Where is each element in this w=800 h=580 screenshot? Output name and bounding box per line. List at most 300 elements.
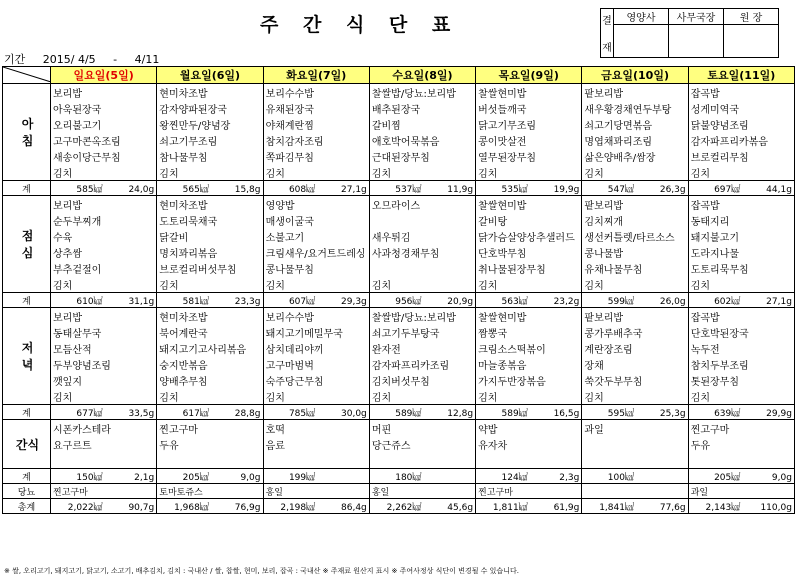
period-start: 2015/ 4/5 <box>42 53 96 66</box>
menu-item: 팥보리밥 <box>582 196 688 213</box>
subtotal-cell <box>263 469 369 484</box>
menu-item: 찰쌀현미밥 <box>476 196 582 213</box>
page-title: 주 간 식 단 표 <box>260 14 460 36</box>
approval-side-label: 결 재 <box>601 9 614 58</box>
diabetes-item <box>582 484 688 499</box>
subtotal-cell <box>582 405 688 420</box>
menu-item: 도토리묵채국 <box>157 212 263 228</box>
menu-item: 김치 <box>369 388 475 405</box>
subtotal-label: 계 <box>3 293 51 308</box>
approval-header: 사무국장 <box>669 9 724 25</box>
diabetes-item: 찐고구마 <box>51 484 157 499</box>
menu-item: 찐고구마 <box>157 420 263 437</box>
menu-item: 참치감자조림 <box>263 132 369 148</box>
subtotal-protein: 11,9g <box>447 184 474 195</box>
subtotal-protein: 23,3g <box>234 296 261 307</box>
subtotal-cell <box>476 469 582 484</box>
subtotal-cell <box>476 181 582 196</box>
menu-item: 잡곡밥 <box>688 84 794 101</box>
subtotal-protein: 23,2g <box>553 296 580 307</box>
subtotal-protein: 30,0g <box>341 408 367 419</box>
menu-row <box>3 420 795 437</box>
grand-total-kcal: 2,143㎉ <box>705 502 741 513</box>
subtotal-kcal: 205㎉ <box>714 472 741 483</box>
subtotal-protein: 31,1g <box>128 296 155 307</box>
subtotal-kcal: 565㎉ <box>182 184 209 195</box>
subtotal-kcal: 199㎉ <box>288 472 316 483</box>
menu-item: 부추겉절이 <box>51 260 157 276</box>
menu-item: 오리불고기 <box>51 116 157 132</box>
menu-item: 새우황경채연두부탕 <box>582 100 688 116</box>
corner-cell <box>3 67 51 84</box>
menu-row <box>3 260 795 276</box>
menu-item: 갈비탕 <box>476 212 582 228</box>
menu-row <box>3 116 795 132</box>
menu-item: 단호박된장국 <box>688 324 794 340</box>
menu-item: 김치 <box>476 164 582 181</box>
menu-item: 생선커틀렛/타르소스 <box>582 228 688 244</box>
menu-item: 현미차조밥 <box>157 84 263 101</box>
subtotal-cell <box>476 405 582 420</box>
menu-item: 찰쌀현미밥 <box>476 308 582 325</box>
day-header: 토요일(11일) <box>688 67 794 84</box>
menu-item: 현미차조밥 <box>157 196 263 213</box>
menu-item: 김치찌개 <box>582 212 688 228</box>
subtotal-cell <box>476 293 582 308</box>
menu-item: 약밥 <box>476 420 582 437</box>
menu-item: 왕찐만두/양념장 <box>157 116 263 132</box>
menu-item: 근대된장무침 <box>369 148 475 164</box>
subtotal-kcal: 563㎉ <box>501 296 528 307</box>
menu-item: 도라지나물 <box>688 244 794 260</box>
diabetes-item: 토마토쥬스 <box>157 484 263 499</box>
grand-total-protein: 76,9g <box>234 502 261 513</box>
day-header: 일요일(5일) <box>51 67 157 84</box>
subtotal-protein: 19,9g <box>553 184 580 195</box>
menu-item <box>157 452 263 469</box>
approval-signature[interactable] <box>614 25 669 58</box>
menu-item: 시폰카스테라 <box>51 420 157 437</box>
menu-item <box>263 452 369 469</box>
menu-row <box>3 228 795 244</box>
menu-item: 쪽파김무침 <box>263 148 369 164</box>
menu-item: 숭지반볶음 <box>157 356 263 372</box>
approval-signature[interactable] <box>724 25 779 58</box>
menu-item: 수육 <box>51 228 157 244</box>
grand-total-cell <box>476 499 582 514</box>
meal-label: 점 심 <box>3 196 51 293</box>
menu-row <box>3 100 795 116</box>
menu-item: 김치버섯무침 <box>369 372 475 388</box>
menu-item: 김치 <box>688 388 794 405</box>
menu-item: 북어계란국 <box>157 324 263 340</box>
menu-item: 닭갈비 <box>157 228 263 244</box>
menu-item: 짬뽕국 <box>476 324 582 340</box>
subtotal-kcal: 697㎉ <box>714 184 741 195</box>
menu-item: 단호박무침 <box>476 244 582 260</box>
menu-item <box>688 452 794 469</box>
menu-item: 찰쌀밥/당뇨:보리밥 <box>369 84 475 101</box>
grand-total-cell <box>263 499 369 514</box>
subtotal-cell <box>369 405 475 420</box>
menu-item: 찰쌀밥/당뇨:보리밥 <box>369 308 475 325</box>
subtotal-protein: 9,0g <box>240 472 261 483</box>
menu-item: 숙주당근무침 <box>263 372 369 388</box>
subtotal-protein: 29,9g <box>766 408 792 419</box>
menu-item: 당근쥬스 <box>369 436 475 452</box>
menu-item: 찐고구마 <box>688 420 794 437</box>
menu-item: 감자파프리카볶음 <box>688 132 794 148</box>
menu-item: 보리수수밥 <box>263 308 369 325</box>
menu-item: 과일 <box>582 420 688 437</box>
diagonal-line <box>3 67 51 82</box>
menu-item: 명엽채꽈리조림 <box>582 132 688 148</box>
menu-item: 보리수수밥 <box>263 84 369 101</box>
grand-total-cell <box>582 499 688 514</box>
menu-item: 쇠고기무조림 <box>157 132 263 148</box>
menu-item: 돼지고기메밀무국 <box>263 324 369 340</box>
subtotal-kcal: 589㎉ <box>501 408 528 419</box>
menu-row <box>3 196 795 213</box>
grand-total-cell <box>369 499 475 514</box>
menu-item: 감자양파된장국 <box>157 100 263 116</box>
menu-item: 크림소스떡볶이 <box>476 340 582 356</box>
subtotal-row <box>3 469 795 484</box>
subtotal-kcal: 581㎉ <box>182 296 209 307</box>
grand-total-label: 총계 <box>3 499 51 514</box>
period <box>4 51 173 67</box>
menu-row <box>3 324 795 340</box>
grand-total-protein: 110,0g <box>760 502 792 513</box>
menu-item: 쇠고기두부탕국 <box>369 324 475 340</box>
subtotal-protein: 44,1g <box>766 184 792 195</box>
subtotal-kcal: 617㎉ <box>182 408 209 419</box>
menu-item: 김치 <box>369 164 475 181</box>
subtotal-cell <box>688 293 794 308</box>
menu-item: 버섯들깨국 <box>476 100 582 116</box>
menu-item: 소불고기 <box>263 228 369 244</box>
day-header: 목요일(9일) <box>476 67 582 84</box>
subtotal-kcal: 677㎉ <box>76 408 103 419</box>
approval-header: 영양사 <box>614 9 669 25</box>
subtotal-kcal: 785㎉ <box>288 408 316 419</box>
subtotal-cell <box>369 181 475 196</box>
subtotal-cell <box>51 469 157 484</box>
menu-item <box>582 436 688 452</box>
menu-row <box>3 148 795 164</box>
subtotal-kcal: 607㎉ <box>288 296 316 307</box>
grand-total-row <box>3 499 795 514</box>
subtotal-kcal: 124㎉ <box>501 472 528 483</box>
subtotal-cell <box>688 469 794 484</box>
menu-item: 양배추무침 <box>157 372 263 388</box>
subtotal-protein: 26,0g <box>659 296 686 307</box>
subtotal-label: 계 <box>3 469 51 484</box>
subtotal-kcal: 589㎉ <box>395 408 422 419</box>
menu-item: 새송이당근무침 <box>51 148 157 164</box>
menu-item: 김치 <box>476 388 582 405</box>
grand-total-cell <box>51 499 157 514</box>
menu-item: 취나물된장무침 <box>476 260 582 276</box>
menu-item: 참치두부조림 <box>688 356 794 372</box>
menu-item: 오므라이스 <box>369 196 475 213</box>
menu-row <box>3 244 795 260</box>
subtotal-cell <box>582 181 688 196</box>
menu-item: 애호박어묵볶음 <box>369 132 475 148</box>
menu-item: 닭고기무조림 <box>476 116 582 132</box>
grand-total-protein: 61,9g <box>553 502 580 513</box>
menu-item: 김치 <box>51 388 157 405</box>
menu-item: 찰쌀현미밥 <box>476 84 582 101</box>
subtotal-protein: 20,9g <box>447 296 474 307</box>
menu-item: 현미차조밥 <box>157 308 263 325</box>
meal-label: 저 녁 <box>3 308 51 405</box>
subtotal-row <box>3 181 795 196</box>
period-sep: - <box>113 53 118 66</box>
menu-item: 콩나물무침 <box>263 260 369 276</box>
menu-item: 두유 <box>688 436 794 452</box>
subtotal-protein: 29,3g <box>341 296 367 307</box>
menu-item: 유자차 <box>476 436 582 452</box>
subtotal-kcal: 599㎉ <box>607 296 634 307</box>
meal-label: 아 침 <box>3 84 51 181</box>
grand-total-kcal: 2,198㎉ <box>280 502 316 513</box>
menu-item <box>369 452 475 469</box>
menu-row <box>3 388 795 405</box>
subtotal-protein: 27,1g <box>766 296 792 307</box>
subtotal-protein: 24,0g <box>128 184 155 195</box>
menu-item: 영양밥 <box>263 196 369 213</box>
menu-item: 삶은양배추/쌈장 <box>582 148 688 164</box>
menu-item: 김치 <box>157 276 263 293</box>
subtotal-kcal: 535㎉ <box>501 184 528 195</box>
menu-item: 김치 <box>263 164 369 181</box>
subtotal-protein: 12,8g <box>447 408 474 419</box>
period-label: 기간 <box>4 53 26 66</box>
subtotal-protein: 33,5g <box>128 408 155 419</box>
day-header: 월요일(6일) <box>157 67 263 84</box>
menu-item: 보리밥 <box>51 84 157 101</box>
subtotal-cell <box>157 181 263 196</box>
subtotal-protein: 28,8g <box>234 408 261 419</box>
subtotal-protein: 25,3g <box>659 408 686 419</box>
subtotal-protein: 16,5g <box>553 408 580 419</box>
grand-total-kcal: 2,022㎉ <box>67 502 103 513</box>
menu-item: 잡곡밥 <box>688 196 794 213</box>
menu-row <box>3 212 795 228</box>
menu-item: 가지두반장볶음 <box>476 372 582 388</box>
grand-total-protein: 90,7g <box>128 502 155 513</box>
subtotal-protein: 2,1g <box>134 472 155 483</box>
menu-item: 브로컬리무침 <box>688 148 794 164</box>
subtotal-kcal: 608㎉ <box>288 184 316 195</box>
menu-item: 김치 <box>157 164 263 181</box>
menu-item: 쑥갓두부무침 <box>582 372 688 388</box>
approval-signature[interactable] <box>669 25 724 58</box>
menu-item: 김치 <box>582 388 688 405</box>
menu-item: 음료 <box>263 436 369 452</box>
subtotal-cell <box>688 405 794 420</box>
grand-total-cell <box>157 499 263 514</box>
menu-item: 동태살무국 <box>51 324 157 340</box>
day-header: 금요일(10일) <box>582 67 688 84</box>
menu-item: 김치 <box>582 164 688 181</box>
menu-row <box>3 132 795 148</box>
subtotal-cell <box>369 293 475 308</box>
menu-row <box>3 436 795 452</box>
menu-item <box>369 212 475 228</box>
grand-total-cell <box>688 499 794 514</box>
period-end: 4/11 <box>134 53 160 66</box>
subtotal-kcal: 595㎉ <box>607 408 634 419</box>
menu-item <box>51 452 157 469</box>
diabetes-item: 홍일 <box>263 484 369 499</box>
subtotal-cell <box>51 181 157 196</box>
menu-item: 삼치데리야끼 <box>263 340 369 356</box>
subtotal-cell <box>51 405 157 420</box>
menu-item: 돼지고기고사리볶음 <box>157 340 263 356</box>
day-header: 수요일(8일) <box>369 67 475 84</box>
menu-item: 아욱된장국 <box>51 100 157 116</box>
subtotal-protein: 9,0g <box>771 472 792 483</box>
menu-item: 브로컬리버섯무침 <box>157 260 263 276</box>
menu-item: 콩가루배추국 <box>582 324 688 340</box>
subtotal-cell <box>51 293 157 308</box>
menu-item: 갈비찜 <box>369 116 475 132</box>
subtotal-cell <box>157 469 263 484</box>
subtotal-cell <box>369 469 475 484</box>
menu-row <box>3 276 795 293</box>
diabetes-row <box>3 484 795 499</box>
subtotal-kcal: 547㎉ <box>607 184 634 195</box>
grand-total-kcal: 2,262㎉ <box>386 502 422 513</box>
menu-item: 요구르트 <box>51 436 157 452</box>
menu-item: 야채계란찜 <box>263 116 369 132</box>
menu-item: 모듬산적 <box>51 340 157 356</box>
day-header: 화요일(7일) <box>263 67 369 84</box>
menu-item: 김치 <box>263 388 369 405</box>
subtotal-kcal: 639㎉ <box>714 408 741 419</box>
menu-row <box>3 308 795 325</box>
menu-item: 김치 <box>369 276 475 293</box>
subtotal-kcal: 180㎉ <box>395 472 422 483</box>
grand-total-protein: 86,4g <box>341 502 367 513</box>
menu-item: 머핀 <box>369 420 475 437</box>
menu-item: 깻잎지 <box>51 372 157 388</box>
menu-item: 닭가슴살양상추샐러드 <box>476 228 582 244</box>
diabetes-item: 홍일 <box>369 484 475 499</box>
subtotal-kcal: 537㎉ <box>395 184 422 195</box>
menu-item: 김치 <box>263 276 369 293</box>
subtotal-protein: 15,8g <box>234 184 261 195</box>
menu-item <box>369 260 475 276</box>
weekly-menu-table <box>2 66 795 514</box>
subtotal-row <box>3 405 795 420</box>
menu-item: 장채 <box>582 356 688 372</box>
menu-item: 콩이맛살전 <box>476 132 582 148</box>
meal-label: 간식 <box>3 420 51 469</box>
menu-item: 동태지리 <box>688 212 794 228</box>
menu-item: 김치 <box>688 276 794 293</box>
menu-item: 크림새우/요거트드레싱 <box>263 244 369 260</box>
menu-item: 두유 <box>157 436 263 452</box>
subtotal-cell <box>582 469 688 484</box>
menu-item: 김치 <box>51 164 157 181</box>
menu-row <box>3 84 795 101</box>
menu-item <box>582 452 688 469</box>
menu-item: 배추된장국 <box>369 100 475 116</box>
subtotal-protein: 2,3g <box>559 472 580 483</box>
menu-item: 김치 <box>688 164 794 181</box>
menu-row <box>3 372 795 388</box>
menu-item: 쇠고기당면볶음 <box>582 116 688 132</box>
menu-item: 돼지불고기 <box>688 228 794 244</box>
menu-item: 김치 <box>157 388 263 405</box>
menu-item: 유채나물무침 <box>582 260 688 276</box>
menu-row <box>3 164 795 181</box>
menu-item: 상추쌈 <box>51 244 157 260</box>
menu-item: 잡곡밥 <box>688 308 794 325</box>
subtotal-cell <box>688 181 794 196</box>
menu-item: 닭불양념조림 <box>688 116 794 132</box>
menu-item: 톳된장무침 <box>688 372 794 388</box>
subtotal-label: 계 <box>3 181 51 196</box>
menu-item: 열무된장무침 <box>476 148 582 164</box>
subtotal-kcal: 150㎉ <box>76 472 103 483</box>
diabetes-item: 찐고구마 <box>476 484 582 499</box>
diabetes-label: 당뇨 <box>3 484 51 499</box>
menu-item: 팥보리밥 <box>582 308 688 325</box>
menu-item: 고구마콘옥조림 <box>51 132 157 148</box>
menu-item: 참나물무침 <box>157 148 263 164</box>
menu-item: 고구마범벅 <box>263 356 369 372</box>
footnote: ※ 쌀, 오리고기, 돼지고기, 닭고기, 소고기, 배추김치, 김치 : 국내산 / 쌀, 찹쌀, 현미, 보리, 잡곡 : 국내산 ※ 주재료 원산지 표시 ※ 주여사정상 식단이 변경될 수 있습니다. <box>4 567 519 575</box>
menu-item: 매생이굴국 <box>263 212 369 228</box>
subtotal-label: 계 <box>3 405 51 420</box>
menu-item: 보리밥 <box>51 308 157 325</box>
menu-item: 콩나물밥 <box>582 244 688 260</box>
menu-item: 팥보리밥 <box>582 84 688 101</box>
menu-row <box>3 340 795 356</box>
menu-item: 감자파프리카조림 <box>369 356 475 372</box>
subtotal-cell <box>263 181 369 196</box>
subtotal-cell <box>157 293 263 308</box>
menu-item: 사과청경채무침 <box>369 244 475 260</box>
subtotal-kcal: 602㎉ <box>714 296 741 307</box>
subtotal-cell <box>263 405 369 420</box>
menu-item: 유채된장국 <box>263 100 369 116</box>
subtotal-row <box>3 293 795 308</box>
grand-total-kcal: 1,811㎉ <box>492 502 528 513</box>
subtotal-protein: 26,3g <box>659 184 686 195</box>
menu-item: 호떡 <box>263 420 369 437</box>
menu-item: 명치꽈리볶음 <box>157 244 263 260</box>
menu-item: 김치 <box>51 276 157 293</box>
menu-item: 성게미역국 <box>688 100 794 116</box>
grand-total-protein: 45,6g <box>447 502 474 513</box>
grand-total-kcal: 1,968㎉ <box>174 502 209 513</box>
subtotal-kcal: 205㎉ <box>182 472 209 483</box>
grand-total-protein: 77,6g <box>659 502 686 513</box>
approval-header: 원 장 <box>724 9 779 25</box>
subtotal-kcal: 100㎉ <box>607 472 634 483</box>
menu-item: 김치 <box>476 276 582 293</box>
menu-row <box>3 356 795 372</box>
menu-item: 보리밥 <box>51 196 157 213</box>
menu-item: 완자전 <box>369 340 475 356</box>
menu-item: 마늘종볶음 <box>476 356 582 372</box>
menu-item: 새우튀김 <box>369 228 475 244</box>
